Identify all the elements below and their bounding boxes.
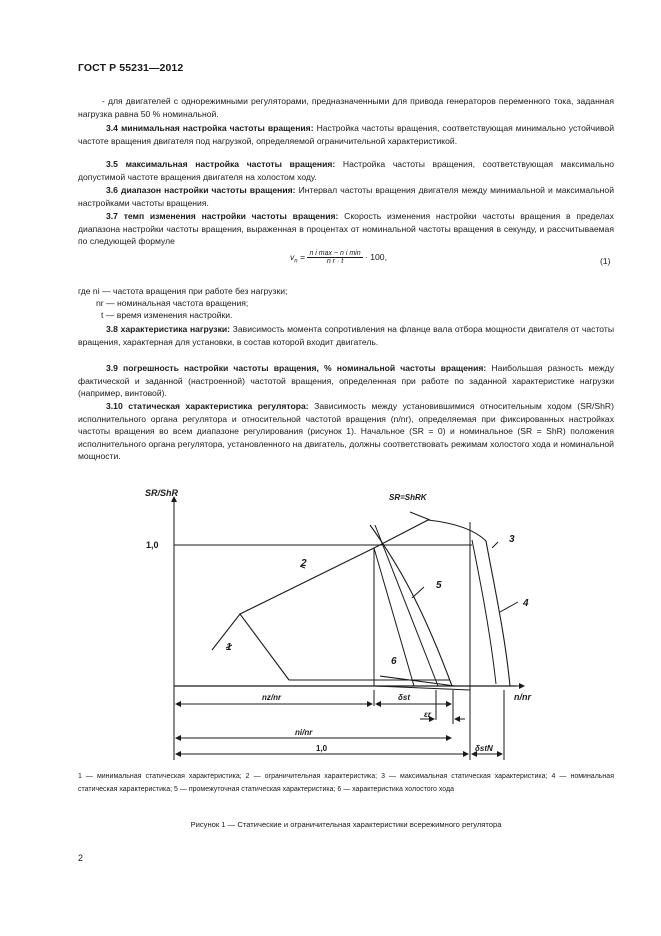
dim-eps: εr — [424, 710, 431, 719]
where-line-2: nr — номинальная частота вращения; — [96, 298, 249, 308]
curve-6 — [380, 676, 455, 686]
paragraph-3-10: 3.10 статическая характеристика регулятора: Зависимость между установившимися относительным ходом (SR/ShR) исполнительного органа регулятора и относительной частотой вращения (n/nr), определяемая при фиксированных настройках частоты вращения во всем диапазоне регулирования (рисунок 1). Начальное (SR = 0) и номинальное (SR = ShR) положения исполнительного органа регулятора, установленного на двигатель, должны соответствовать режимам холостого хода и номинальной мощности. — [78, 401, 614, 462]
dim-one: 1,0 — [316, 744, 328, 753]
y-axis-label: SR/ShR — [145, 488, 179, 498]
curve-label-1: 1 — [226, 642, 232, 653]
paragraph-3-5: 3.5 максимальная настройка частоты вращения: Настройка частоты вращения, соответствующая максимально допустимой частоте вращения двигателя на холостом ходу. — [78, 159, 614, 182]
curve-label-4: 4 — [523, 598, 529, 609]
formula-numerator: n i max − n i min — [309, 250, 361, 257]
curve-label-3: 3 — [509, 534, 515, 545]
page-number: 2 — [78, 853, 84, 863]
curve-2 — [240, 548, 374, 614]
dim-nz: nz/nr — [262, 693, 282, 702]
formula-number: (1) — [600, 256, 611, 266]
figure-title: Рисунок 1 — Статические и ограничительная характеристики всережимного регулятора — [190, 820, 502, 829]
paragraph-3-4: 3.4 минимальная настройка частоты вращения: Настройка частоты вращения, соответствующая минимально устойчивой частоте вращения двигателя под нагрузкой, определяемой ограничительной характеристикой. — [78, 123, 614, 146]
curve-5 — [370, 525, 452, 686]
paragraph-3-9: 3.9 погрешность настройки частоты вращения, % номинальной частоты вращения: Наибольшая разность между фактической и заданной (настроенной) частотой вращения, определенная при работе по заданной характеристике нагрузки (например, винтовой). — [78, 363, 614, 399]
paragraph-3-8: 3.8 характеристика нагрузки: Зависимость момента сопротивления на фланце вала отбора мощности двигателя от частоты вращения, характерная для установки, в состав которой входит двигатель. — [78, 324, 614, 347]
formula-1: $v_n$ = n i max − n i min n r · t · 100, — [290, 250, 387, 265]
figure-legend: 1 — минимальная статическая характеристика; 2 — ограничительная характеристика; 3 — максимальная статическая характеристика; 4 — номинальная статическая характеристика; 5 — промежуточная статическая характеристика; 6 — характеристика холостого хода — [78, 773, 614, 793]
tick-y-1-0: 1,0 — [146, 540, 159, 550]
paragraph-3-7: 3.7 темп изменения настройки частоты вращения: Скорость изменения настройки частоты вращения в пределах диапазона настройки частоты вращения, выраженная в процентах от номинальной частоты вращения в секунду, и рассчитываемая по следующей формуле — [78, 211, 614, 247]
dim-dstN: δstN — [475, 744, 493, 753]
paragraph-1: - для двигателей с однорежимными регуляторами, предназначенными для привода генераторов переменного тока, заданная нагрузка равна 50 % номинальной. — [78, 96, 614, 119]
where-line-3: t — время изменения настройки. — [101, 310, 233, 320]
formula-denominator: n r · t — [326, 258, 344, 265]
dim-dst: δst — [398, 693, 410, 702]
dim-ni: ni/nr — [295, 728, 313, 737]
curve-label-5: 5 — [436, 580, 442, 591]
top-label: SR=ShRK — [389, 493, 427, 502]
curve-label-6: 6 — [391, 656, 397, 667]
paragraph-3-6: 3.6 диапазон настройки частоты вращения: Интервал частоты вращения двигателя между минимальной и максимальной настройками частоты вращения. — [78, 185, 614, 208]
curve-1 — [212, 614, 289, 680]
curve-label-2: 2 — [301, 558, 307, 569]
x-axis-label: n/nr — [514, 692, 531, 702]
document-header: ГОСТ Р 55231—2012 — [78, 62, 184, 74]
where-line-1: где ni — частота вращения при работе без нагрузки; — [78, 286, 288, 296]
